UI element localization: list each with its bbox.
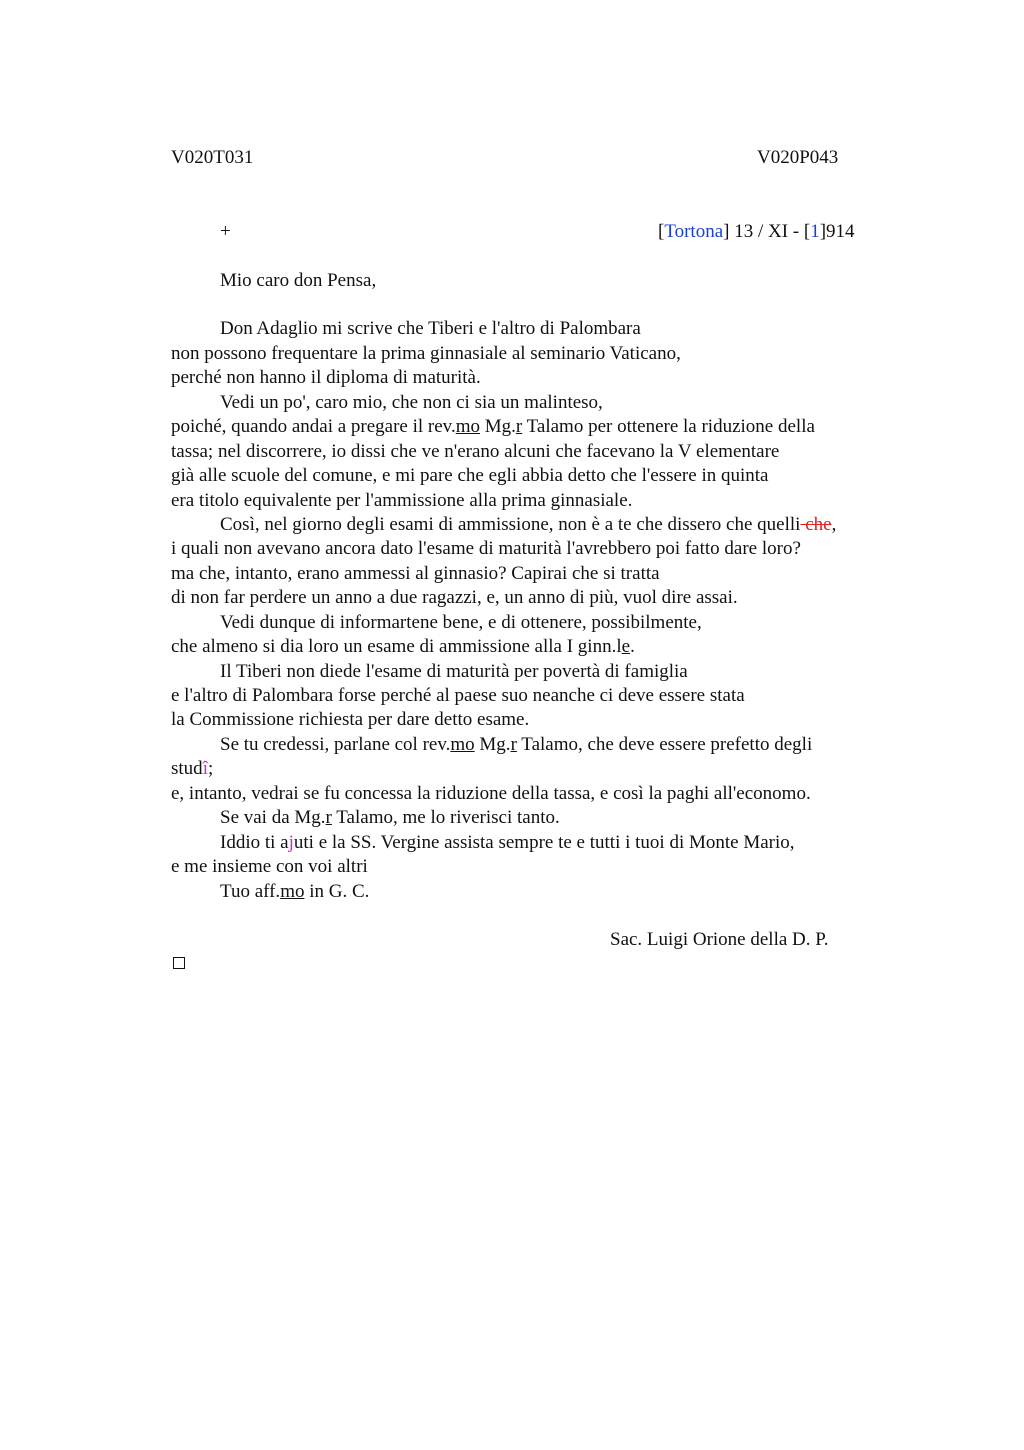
text-line: già alle scuole del comune, e mi pare che egli abbia detto che l'essere in quinta <box>171 465 769 486</box>
deleted-word: che <box>800 514 832 535</box>
cross-mark: + <box>220 221 231 242</box>
text-line: tassa; nel discorrere, io dissi che ve n'erano alcuni che facevano la V elementare <box>171 441 780 462</box>
left-reference-code: V020T031 <box>171 147 254 168</box>
dateline: [Tortona] 13 / XI - [1]914 <box>658 221 855 242</box>
right-reference-code: V020P043 <box>757 147 839 168</box>
text-line: di non far perdere un anno a due ragazzi, e, un anno di più, vuol dire assai. <box>171 587 738 608</box>
text-line: non possono frequentare la prima ginnasiale al seminario Vaticano, <box>171 343 681 364</box>
text-line: Vedi un po', caro mio, che non ci sia un malinteso, <box>220 392 603 413</box>
text-line: i quali non avevano ancora dato l'esame di maturità l'avrebbero poi fatto dare loro? <box>171 538 801 559</box>
text-line: che almeno si dia loro un esame di ammissione alla I ginn.le. <box>171 636 635 657</box>
text-line: Il Tiberi non diede l'esame di maturità per povertà di famiglia <box>220 661 688 682</box>
text-line: e l'altro di Palombara forse perché al paese suo neanche ci deve essere stata <box>171 685 745 706</box>
text-line: studî; <box>171 758 214 779</box>
text-line: perché non hanno il diploma di maturità. <box>171 367 481 388</box>
text-line: ma che, intanto, erano ammessi al ginnasio? Capirai che si tratta <box>171 563 660 584</box>
text-line: poiché, quando andai a pregare il rev.mo Mg.r Talamo per ottenere la riduzione della <box>171 416 815 437</box>
salutation: Mio caro don Pensa, <box>220 270 377 291</box>
text-line: Così, nel giorno degli esami di ammissione, non è a te che dissero che quelli che, <box>220 514 837 535</box>
closing-line: Tuo aff.mo in G. C. <box>220 881 370 902</box>
text-line: Don Adaglio mi scrive che Tiberi e l'altro di Palombara <box>220 318 641 339</box>
text-line: e, intanto, vedrai se fu concessa la riduzione della tassa, e così la paghi all'economo. <box>171 783 811 804</box>
text-line: e me insieme con voi altri <box>171 856 368 877</box>
end-marker-box <box>173 957 185 969</box>
text-line: Vedi dunque di informartene bene, e di ottenere, possibilmente, <box>220 612 702 633</box>
place-name: Tortona <box>664 221 724 242</box>
signature: Sac. Luigi Orione della D. P. <box>610 929 829 950</box>
corrected-letter: j <box>288 832 294 853</box>
text-line: era titolo equivalente per l'ammissione alla prima ginnasiale. <box>171 490 633 511</box>
year-correction: 1 <box>810 221 820 242</box>
text-line: Iddio ti ajuti e la SS. Vergine assista sempre te e tutti i tuoi di Monte Mario, <box>220 832 795 853</box>
corrected-letter: î <box>202 758 208 779</box>
text-line: Se tu credessi, parlane col rev.mo Mg.r Talamo, che deve essere prefetto degli <box>220 734 813 755</box>
text-line: Se vai da Mg.r Talamo, me lo riverisci tanto. <box>220 807 560 828</box>
text-line: la Commissione richiesta per dare detto esame. <box>171 709 530 730</box>
